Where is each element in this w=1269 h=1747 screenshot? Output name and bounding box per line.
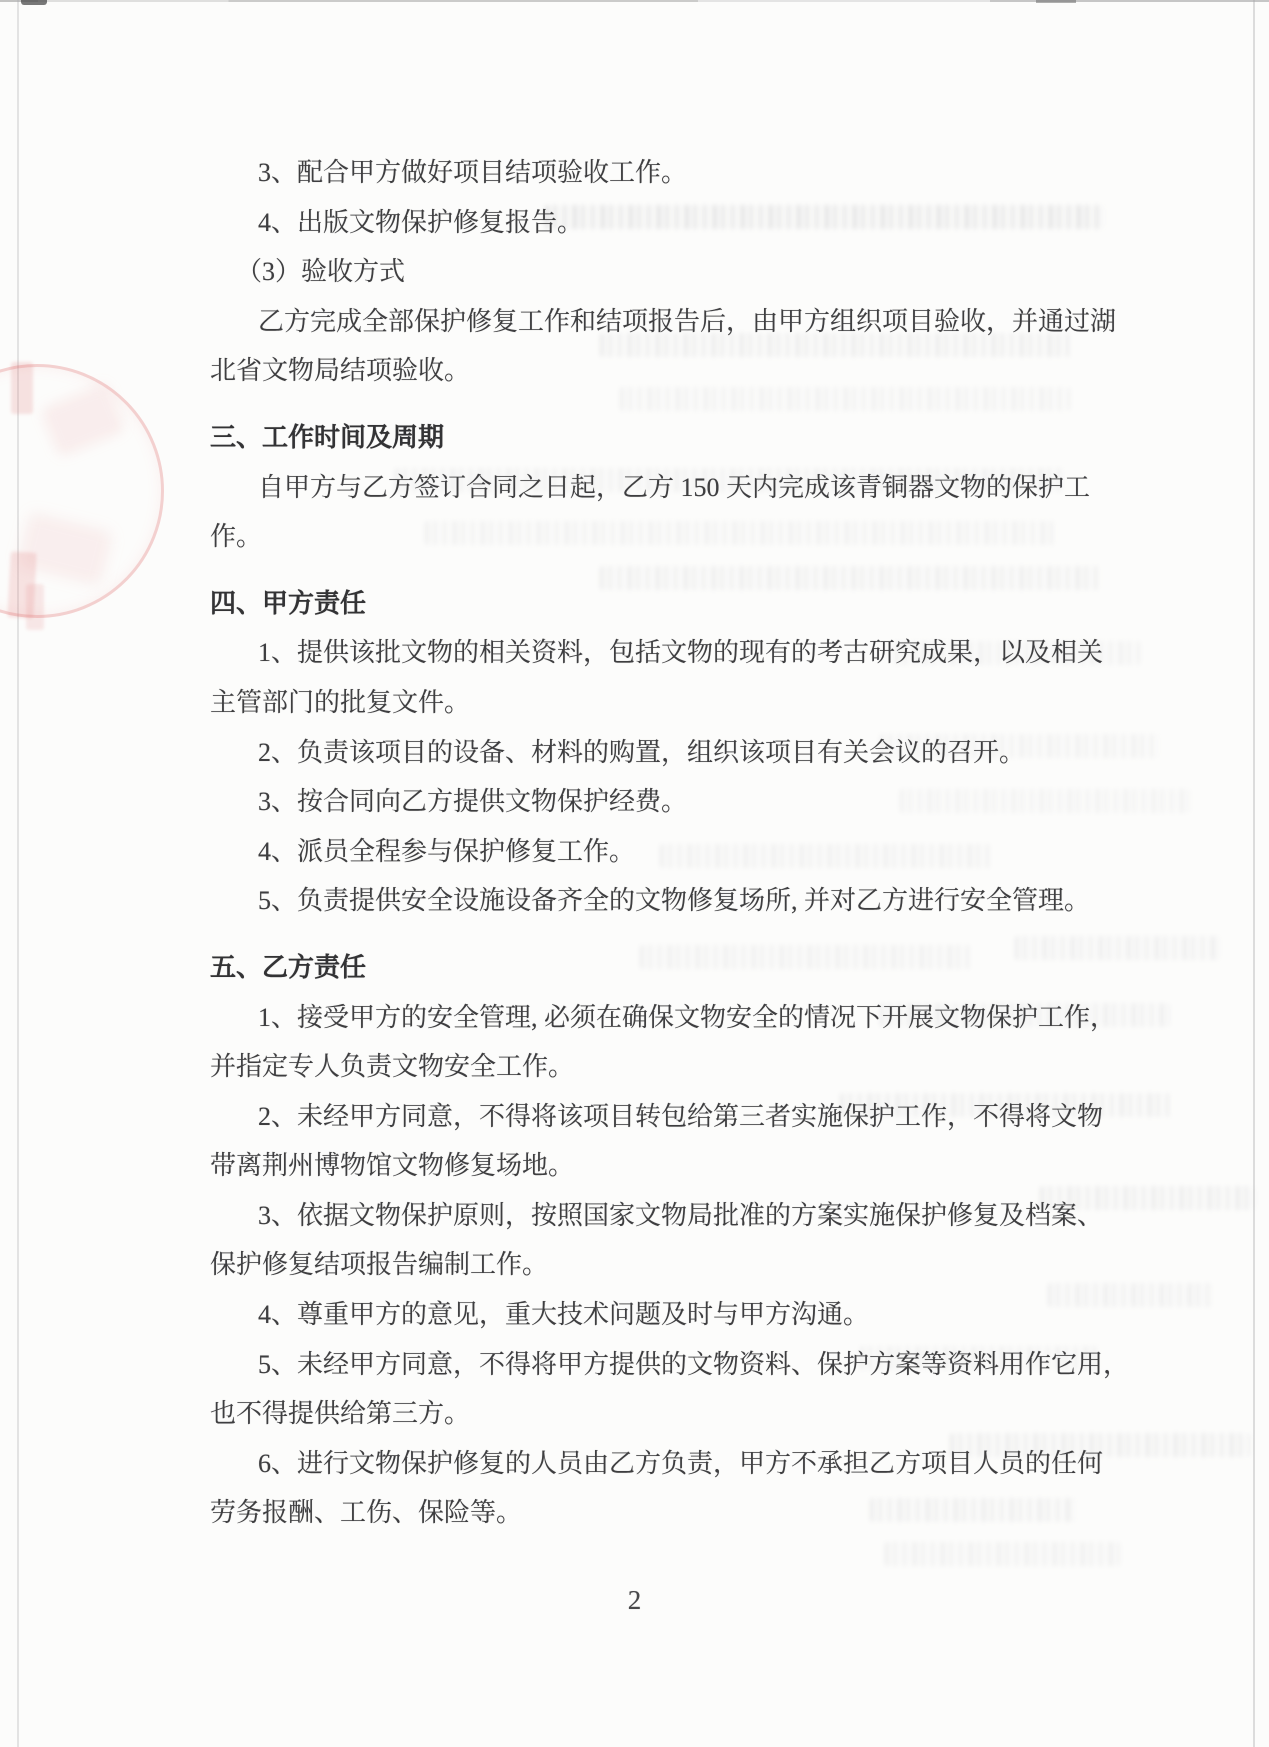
contract-line: 乙方完成全部保护修复工作和结项报告后，由甲方组织项目验收，并通过湖 — [258, 306, 1117, 336]
contract-line: 2、未经甲方同意，不得将该项目转包给第三者实施保护工作，不得将文物 — [258, 1101, 1104, 1131]
scan-corner-mark-right — [1036, 0, 1076, 3]
scan-corner-mark-left — [21, 0, 47, 5]
contract-line: 6、进行文物保护修复的人员由乙方负责，甲方不承担乙方项目人员的任何 — [258, 1448, 1104, 1478]
contract-line: 保护修复结项报告编制工作。 — [210, 1250, 549, 1280]
contract-line: 1、提供该批文物的相关资料，包括文物的现有的考古研究成果，以及相关 — [258, 638, 1104, 668]
contract-line: 3、配合甲方做好项目结项验收工作。 — [258, 158, 688, 187]
section-heading-work-time: 三、工作时间及周期 — [210, 422, 445, 452]
contract-line: 自甲方与乙方签订合同之日起，乙方 150 天内完成该青铜器文物的保护工 — [258, 472, 1091, 502]
contract-line: 劳务报酬、工伤、保险等。 — [210, 1498, 523, 1528]
section-heading-party-b-duty: 五、乙方责任 — [210, 952, 367, 982]
red-seal-smudge — [26, 584, 44, 630]
contract-line: 1、接受甲方的安全管理, 必须在确保文物安全的情况下开展文物保护工作， — [258, 1002, 1117, 1032]
contract-line: 北省文物局结项验收。 — [210, 356, 471, 386]
contract-line: 5、负责提供安全设施设备齐全的文物修复场所, 并对乙方进行安全管理。 — [258, 886, 1091, 916]
contract-line: 4、出版文物保护修复报告。 — [258, 207, 584, 237]
contract-line: 5、未经甲方同意，不得将甲方提供的文物资料、保护方案等资料用作它用， — [258, 1349, 1130, 1379]
section-heading-party-a-duty: 四、甲方责任 — [210, 588, 367, 618]
contract-line: 作。 — [210, 522, 263, 552]
scan-edge-top — [0, 0, 1269, 2]
contract-line: 也不得提供给第三方。 — [210, 1399, 471, 1429]
contract-line: 并指定专人负责文物安全工作。 — [210, 1052, 575, 1082]
scan-edge-left — [17, 0, 19, 1747]
contract-line: 4、尊重甲方的意见，重大技术问题及时与甲方沟通。 — [258, 1300, 870, 1330]
scan-edge-right — [1253, 0, 1255, 1747]
contract-line: 4、派员全程参与保护修复工作。 — [258, 836, 636, 866]
page-number: 2 — [627, 1585, 642, 1615]
contract-line: （3）验收方式 — [236, 257, 406, 287]
contract-line: 带离荆州博物馆文物修复场地。 — [210, 1151, 575, 1181]
contract-line: 主管部门的批复文件。 — [210, 687, 471, 717]
contract-body — [210, 148, 1130, 1538]
bleedthrough-artifact — [885, 1542, 1120, 1566]
contract-line: 2、负责该项目的设备、材料的购置，组织该项目有关会议的召开。 — [258, 737, 1026, 767]
red-seal-smudge — [11, 362, 33, 414]
contract-line: 3、按合同向乙方提供文物保护经费。 — [258, 787, 688, 817]
contract-line: 3、依据文物保护原则，按照国家文物局批准的方案实施保护修复及档案、 — [258, 1200, 1104, 1230]
